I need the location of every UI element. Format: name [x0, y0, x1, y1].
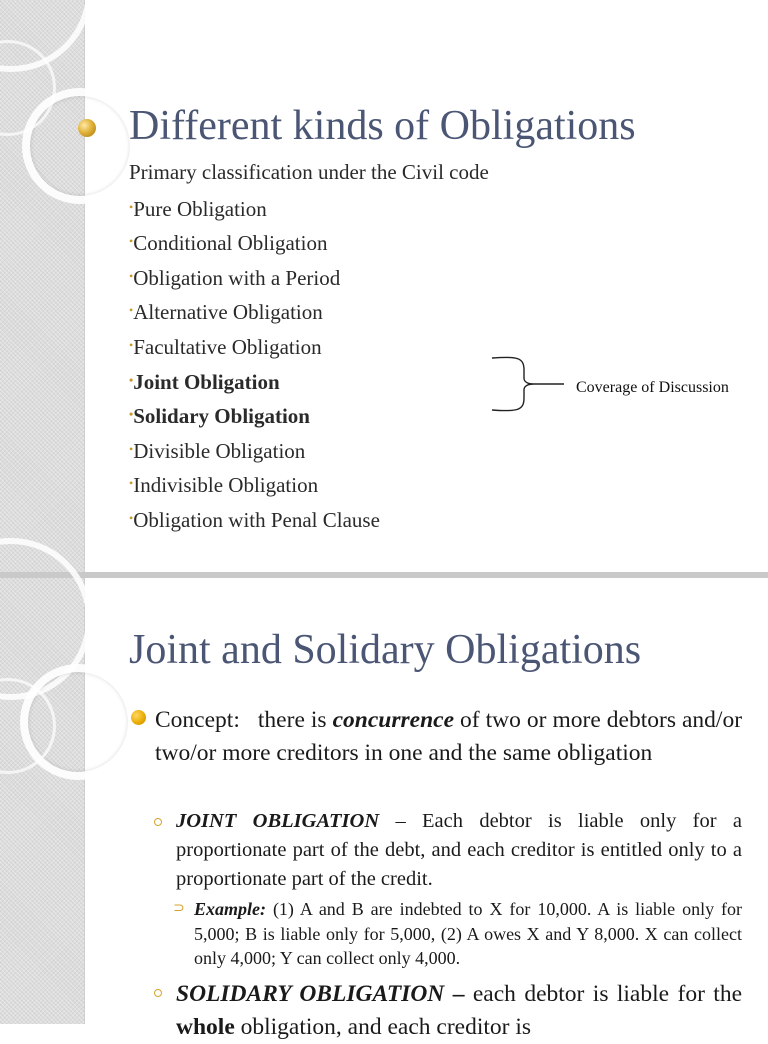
arrow-bullet-icon: ⊃	[173, 900, 185, 916]
concept-emphasis: concurrence	[332, 707, 455, 733]
dash: –	[452, 981, 465, 1007]
classification-item	[129, 259, 489, 294]
concept-text: of two or more debtors and/or two/or more creditors in one and the same obligation	[155, 707, 743, 766]
solidary-emphasis: whole	[176, 1014, 235, 1040]
bullet-icon: •	[129, 476, 134, 491]
classification-item-label: Obligation with a Period	[133, 265, 341, 290]
classification-item	[129, 501, 489, 536]
concept-text: there is	[257, 707, 327, 733]
classification-item-label: Conditional Obligation	[133, 231, 328, 256]
example-paragraph	[194, 897, 742, 971]
slide-joint-solidary	[0, 578, 768, 1040]
bullet-icon	[131, 710, 146, 725]
bullet-icon: •	[129, 199, 134, 214]
decorative-side-panel	[0, 0, 85, 572]
solidary-definition: obligation, and each creditor is	[240, 1014, 532, 1040]
example-text: (1) A and B are indebted to X for 10,000. A is liable only for 5,000; B is liable only for 5,000, (2) A owes X and Y 8,000. X can collect only 4,000; Y can collect only 4,000.	[194, 899, 742, 968]
coverage-label: Coverage of Discussion	[576, 379, 729, 396]
classification-item	[129, 397, 489, 432]
bullet-icon: •	[129, 441, 134, 456]
example-label: Example:	[194, 899, 266, 919]
classification-item-label: Facultative Obligation	[133, 334, 322, 359]
joint-term: JOINT OBLIGATION	[176, 810, 380, 832]
classification-item	[129, 224, 489, 259]
slide-title: Different kinds of Obligations	[129, 103, 636, 149]
dash: –	[395, 810, 406, 832]
bullet-icon: •	[129, 372, 134, 387]
concept-paragraph	[155, 704, 742, 770]
classification-item	[129, 432, 489, 467]
solidary-term: SOLIDARY OBLIGATION	[176, 981, 445, 1007]
classification-item	[129, 190, 489, 225]
joint-definition: Each debtor is liable only for a proportionate part of the debt, and each creditor is entitled only to a proportionate part of the credit.	[176, 810, 742, 890]
classification-item-label: Alternative Obligation	[133, 300, 323, 325]
sub-bullet-icon	[154, 989, 162, 997]
decorative-side-panel	[0, 578, 85, 1024]
classification-item	[129, 293, 489, 328]
sub-bullet-icon	[154, 818, 162, 826]
concept-lead: Concept:	[155, 707, 240, 733]
classification-list	[129, 155, 489, 536]
classification-item-label: Solidary Obligation	[133, 404, 310, 429]
list-subtitle: Primary classification under the Civil code	[129, 160, 489, 184]
bullet-icon: •	[129, 407, 134, 422]
classification-item-label: Joint Obligation	[133, 369, 280, 394]
slide-title: Joint and Solidary Obligations	[129, 627, 642, 673]
solidary-definition: each debtor is liable for the	[472, 981, 743, 1007]
joint-obligation-paragraph	[176, 807, 742, 894]
classification-item	[129, 363, 489, 398]
classification-item-label: Indivisible Obligation	[133, 473, 319, 498]
classification-item	[129, 328, 489, 363]
brace-icon	[490, 354, 570, 414]
bullet-icon: •	[129, 337, 134, 352]
classification-item-label: Pure Obligation	[133, 196, 267, 221]
classification-item-label: Obligation with Penal Clause	[133, 507, 380, 532]
bullet-icon: •	[129, 234, 134, 249]
classification-item-label: Divisible Obligation	[133, 438, 306, 463]
solidary-obligation-paragraph	[176, 978, 742, 1044]
bullet-icon: •	[129, 268, 134, 283]
bullet-icon: •	[129, 510, 134, 525]
gold-orb-icon	[78, 119, 96, 137]
bullet-icon: •	[129, 303, 134, 318]
classification-item	[129, 466, 489, 501]
